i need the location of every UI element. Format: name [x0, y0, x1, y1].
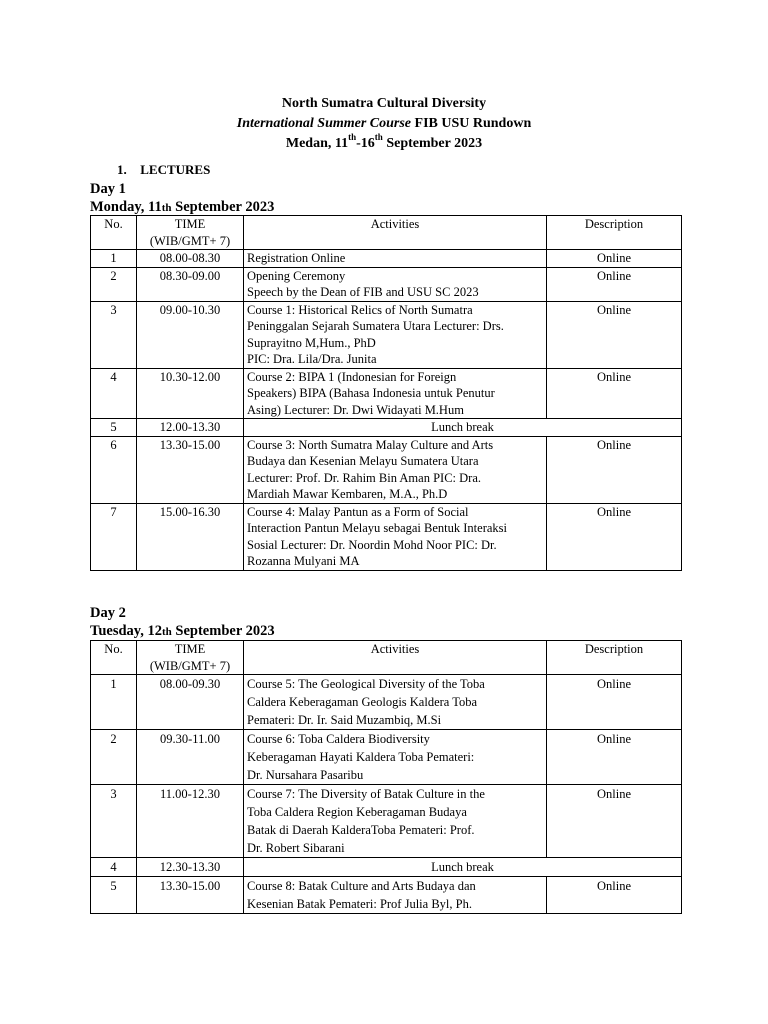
title-line-2: [0, 114, 768, 134]
header-description: Description: [547, 641, 682, 675]
section-heading: [117, 162, 210, 178]
activity-line: Suprayitno M,Hum., PhD: [247, 335, 376, 350]
cell-no: 7: [91, 503, 137, 570]
activity-line: Opening Ceremony: [247, 268, 346, 283]
title-date-start: Medan, 11: [285, 136, 349, 151]
cell-description: Online: [547, 267, 682, 301]
table-row: [91, 250, 682, 268]
activity-line: Course 2: BIPA 1 (Indonesian for Foreign: [247, 369, 457, 384]
day2-date-sub: th: [162, 626, 172, 638]
cell-no: 1: [91, 250, 137, 268]
cell-description: Online: [547, 436, 682, 503]
table-row: [91, 419, 682, 437]
activity-line: Asing) Lecturer: Dr. Dwi Widayati M.Hum: [247, 402, 464, 417]
cell-time: 08.30-09.00: [137, 267, 244, 301]
cell-lunch-break: Lunch break: [244, 419, 682, 437]
section-label: LECTURES: [140, 162, 211, 177]
cell-activities: [244, 877, 547, 914]
cell-description: Online: [547, 730, 682, 785]
cell-activities: [244, 503, 547, 570]
cell-time: 08.00-09.30: [137, 675, 244, 730]
activity-line: Dr. Robert Sibarani: [247, 841, 345, 855]
cell-time: 09.00-10.30: [137, 301, 244, 368]
cell-time: 08.00-08.30: [137, 250, 244, 268]
cell-time: 11.00-12.30: [137, 785, 244, 858]
day2-schedule-table: [90, 640, 682, 914]
activity-line: Peninggalan Sejarah Sumatera Utara Lecturer: Drs.: [247, 319, 504, 333]
activity-line: Lecturer: Prof. Dr. Rahim Bin Aman PIC: Dra.: [247, 470, 481, 485]
header-time: TIME (WIB/GMT+ 7): [137, 641, 244, 675]
cell-activities: [244, 436, 547, 503]
header-no: No.: [91, 641, 137, 675]
day1-schedule-table: [90, 215, 682, 571]
cell-no: 4: [91, 368, 137, 419]
activity-line: Batak di Daerah KalderaToba Pemateri: Prof.: [247, 823, 475, 837]
header-activities: Activities: [244, 216, 547, 250]
cell-description: Online: [547, 877, 682, 914]
cell-activities: [244, 785, 547, 858]
title-line-2-italic: International Summer Course: [236, 116, 412, 131]
cell-activities: [244, 267, 547, 301]
cell-description: Online: [547, 675, 682, 730]
activity-line: Course 4: Malay Pantun as a Form of Social: [247, 504, 469, 519]
day2-date-a: Tuesday, 12: [90, 623, 162, 639]
cell-no: 1: [91, 675, 137, 730]
day1-date-b: September 2023: [171, 199, 275, 215]
table-row: [91, 368, 682, 419]
table-row: [91, 675, 682, 730]
activity-line: Budaya dan Kesenian Melayu Sumatera Utara: [247, 454, 479, 468]
header-description: Description: [547, 216, 682, 250]
activity-line: Pemateri: Dr. Ir. Said Muzambiq, M.Si: [247, 713, 442, 727]
cell-activities: [244, 368, 547, 419]
activity-line: Dr. Nursahara Pasaribu: [247, 768, 364, 782]
cell-activities: [244, 250, 547, 268]
activity-line: Registration Online: [247, 251, 346, 265]
day1-label: Day 1: [90, 181, 126, 197]
table-row: [91, 730, 682, 785]
cell-no: 5: [91, 877, 137, 914]
table-row: [91, 858, 682, 877]
title-date-month: September 2023: [382, 136, 483, 151]
table-row: [91, 436, 682, 503]
cell-no: 5: [91, 419, 137, 437]
cell-activities: [244, 675, 547, 730]
cell-time: 13.30-15.00: [137, 436, 244, 503]
title-sup-2: th: [374, 132, 383, 143]
cell-activities: [244, 730, 547, 785]
cell-no: 4: [91, 858, 137, 877]
activity-line: Sosial Lecturer: Dr. Noordin Mohd Noor PIC: Dr.: [247, 537, 497, 552]
cell-description: Online: [547, 301, 682, 368]
title-sup-1: th: [348, 132, 357, 143]
table-header-row: [91, 641, 682, 675]
cell-no: 3: [91, 301, 137, 368]
activity-line: Toba Caldera Region Keberagaman Budaya: [247, 805, 467, 819]
activity-line: Course 8: Batak Culture and Arts Budaya dan: [247, 879, 476, 893]
header-time: TIME (WIB/GMT+ 7): [137, 216, 244, 250]
day1-rows: [91, 250, 682, 571]
cell-activities: [244, 301, 547, 368]
cell-description: Online: [547, 785, 682, 858]
cell-time: 12.30-13.30: [137, 858, 244, 877]
title-line-1: North Sumatra Cultural Diversity: [281, 96, 487, 111]
day1-heading: [90, 180, 274, 217]
day2-label: Day 2: [90, 605, 126, 621]
activity-line: Course 3: North Sumatra Malay Culture and Arts: [247, 437, 494, 452]
cell-time: 10.30-12.00: [137, 368, 244, 419]
day1-date-sub: th: [161, 202, 172, 214]
activity-line: Course 7: The Diversity of Batak Culture in the: [247, 787, 485, 801]
title-date-end: -16: [356, 136, 375, 151]
activity-line: Course 6: Toba Caldera Biodiversity: [247, 732, 430, 746]
cell-lunch-break: Lunch break: [244, 858, 682, 877]
title-line-2-rest: FIB USU Rundown: [411, 116, 532, 131]
cell-no: 3: [91, 785, 137, 858]
cell-description: Online: [547, 503, 682, 570]
table-row: [91, 785, 682, 858]
activity-line: Keberagaman Hayati Kaldera Toba Pemateri:: [247, 750, 475, 764]
activity-line: Speech by the Dean of FIB and USU SC 2023: [247, 285, 479, 299]
table-row: [91, 877, 682, 914]
header-no: No.: [91, 216, 137, 250]
activity-line: PIC: Dra. Lila/Dra. Junita: [247, 352, 377, 366]
day2-date-b: September 2023: [171, 623, 275, 639]
cell-time: 09.30-11.00: [137, 730, 244, 785]
cell-time: 15.00-16.30: [137, 503, 244, 570]
table-header-row: [91, 216, 682, 250]
table-row: [91, 267, 682, 301]
activity-line: Course 5: The Geological Diversity of the Toba: [247, 677, 485, 691]
cell-description: Online: [547, 368, 682, 419]
cell-time: 12.00-13.30: [137, 419, 244, 437]
activity-line: Rozanna Mulyani MA: [247, 554, 360, 568]
table-row: [91, 301, 682, 368]
cell-description: Online: [547, 250, 682, 268]
section-number: 1.: [117, 162, 127, 177]
document-title: [0, 94, 768, 154]
cell-no: 2: [91, 267, 137, 301]
header-activities: Activities: [244, 641, 547, 675]
activity-line: Caldera Keberagaman Geologis Kaldera Toba: [247, 695, 478, 709]
activity-line: Interaction Pantun Melayu sebagai Bentuk Interaksi: [247, 521, 507, 535]
title-line-3: [0, 134, 768, 154]
activity-line: Course 1: Historical Relics of North Sumatra: [247, 302, 473, 317]
table-row: [91, 503, 682, 570]
cell-no: 2: [91, 730, 137, 785]
day1-date-a: Monday, 11: [90, 199, 162, 215]
cell-time: 13.30-15.00: [137, 877, 244, 914]
activity-line: Mardiah Mawar Kembaren, M.A., Ph.D: [247, 487, 448, 501]
day2-rows: [91, 675, 682, 914]
day2-date: [90, 622, 275, 641]
day2-heading: [90, 604, 275, 641]
activity-line: Kesenian Batak Pemateri: Prof Julia Byl, Ph.: [247, 897, 472, 911]
activity-line: Speakers) BIPA (Bahasa Indonesia untuk Penutur: [247, 386, 495, 400]
cell-no: 6: [91, 436, 137, 503]
